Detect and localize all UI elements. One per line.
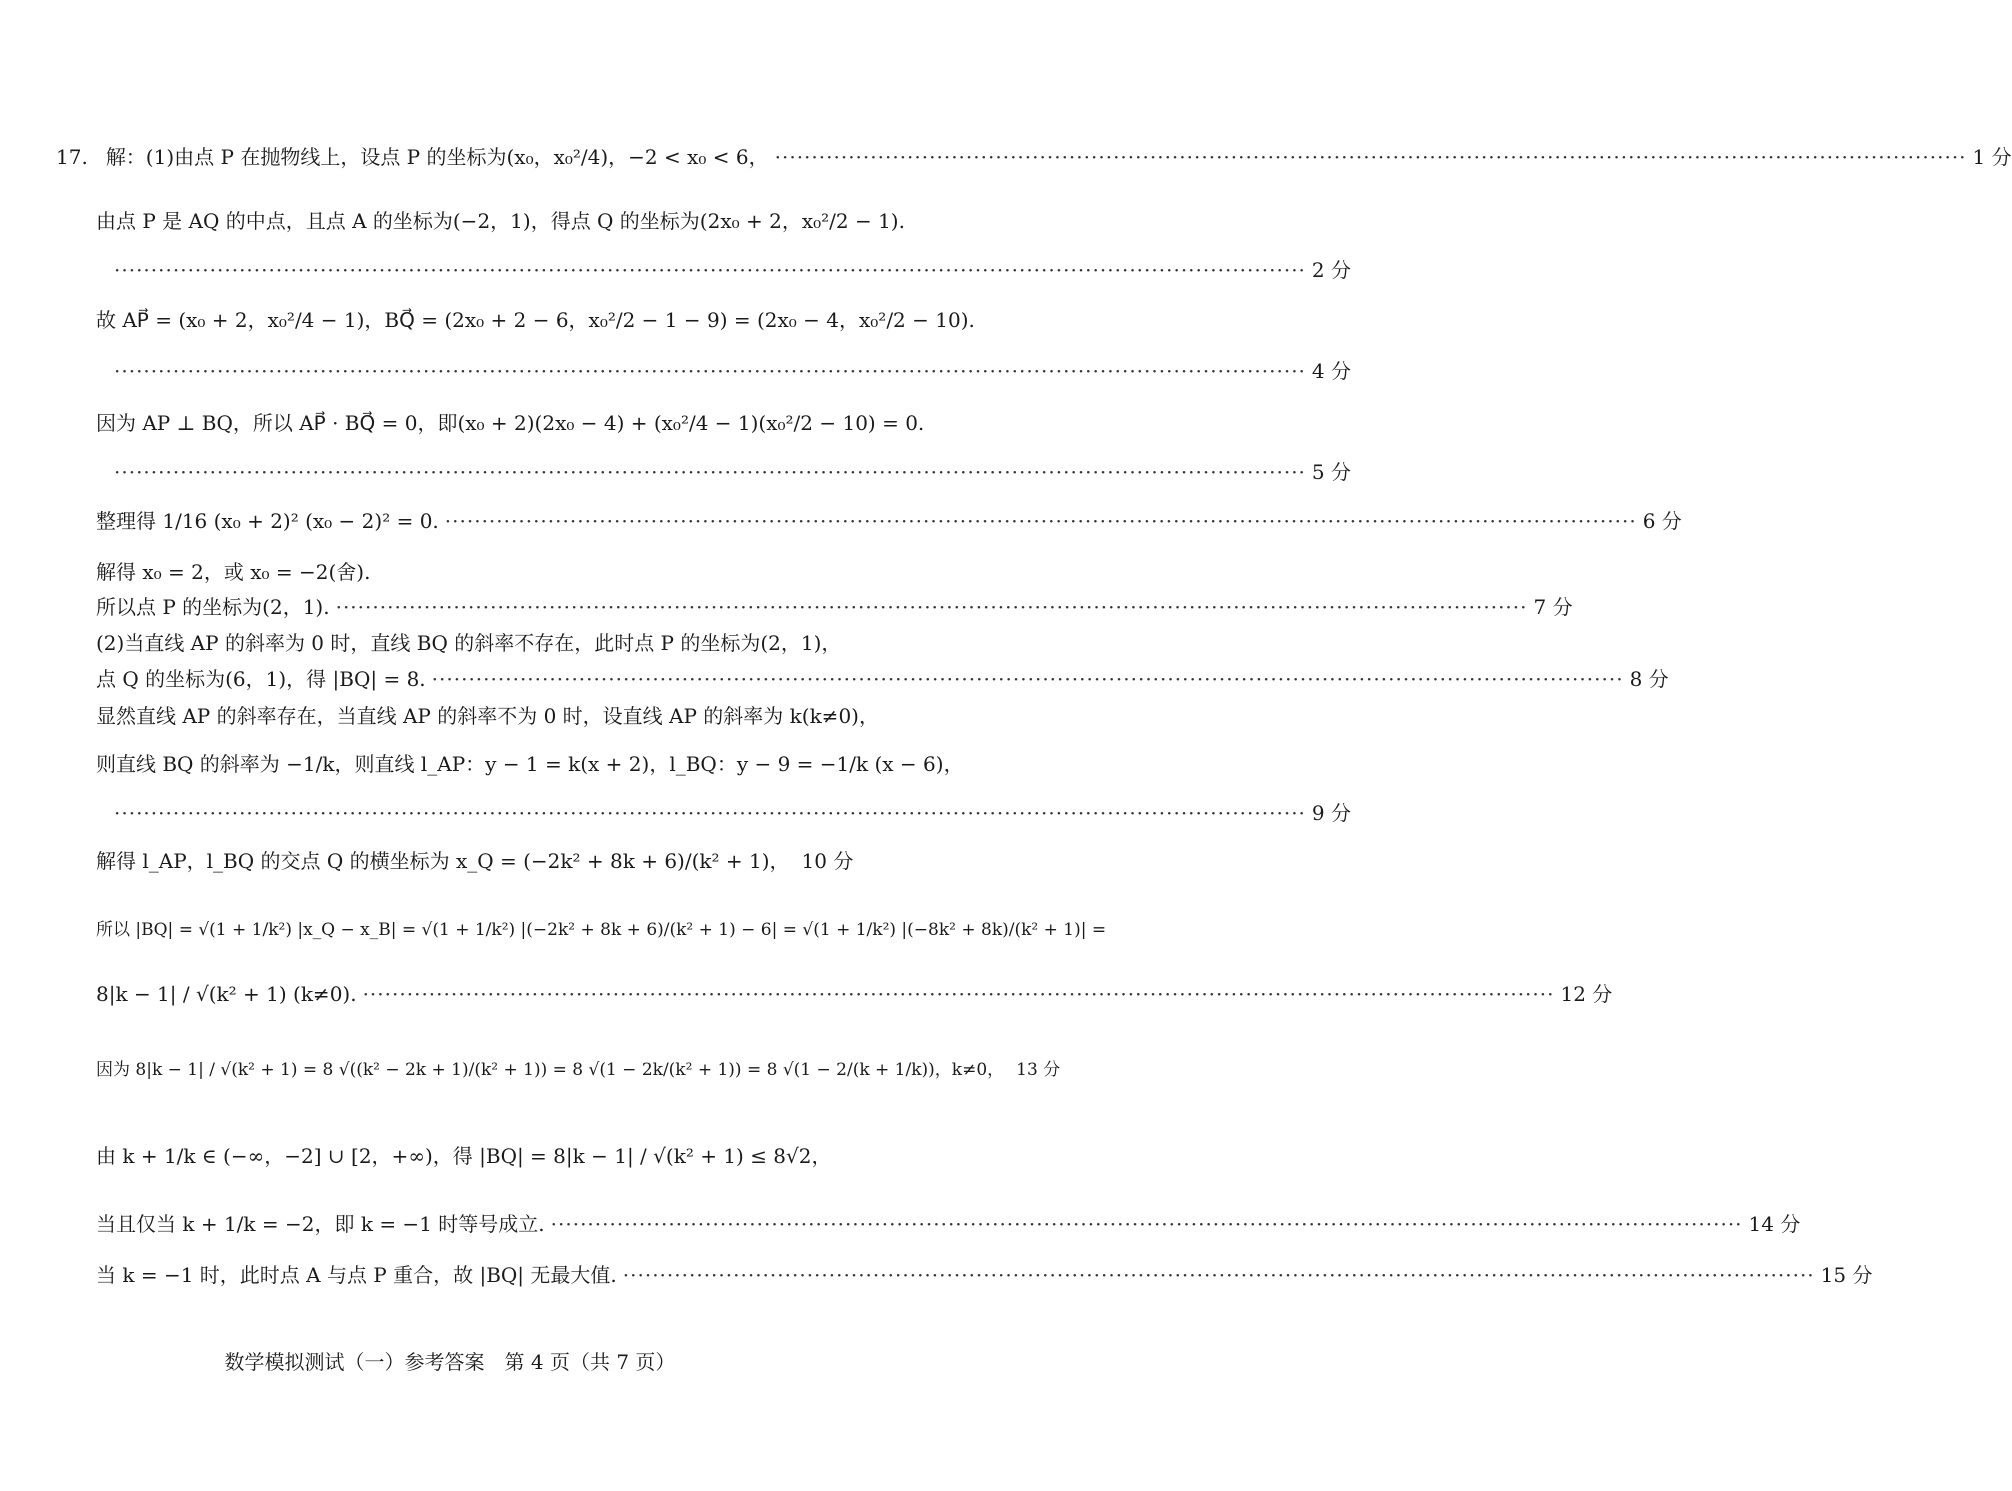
score-label: 10 分 <box>801 849 854 873</box>
score-label: 5 分 <box>1311 460 1351 484</box>
solution-line-6 <box>96 409 925 437</box>
score-label: 2 分 <box>1311 258 1351 282</box>
score-label: 13 分 <box>1016 1060 1061 1080</box>
solution-line-14 <box>96 750 964 778</box>
score-label: 14 分 <box>1748 1212 1801 1236</box>
solution-line-7 <box>108 458 1351 486</box>
solution-line-13 <box>96 702 879 730</box>
score-label: 4 分 <box>1311 359 1351 383</box>
solution-line-9 <box>96 558 844 586</box>
score-label: 1 分 <box>1972 145 2012 169</box>
solution-text: 所以 |BQ| = √(1 + 1/k²) |x_Q − x_B| = √(1 + 1/k²) |(−2k² + 8k + 6)/(k² + 1) − 6| = √(1 + 1/k²) |(−8k² + 8k)/(k² + 1)| = <box>96 920 1107 940</box>
solution-text: 当且仅当 k + 1/k = −2，即 k = −1 时等号成立. <box>96 1212 545 1236</box>
solution-line-5 <box>108 357 1351 385</box>
score-label: 12 分 <box>1560 982 1613 1006</box>
solution-text: 点 Q 的坐标为(6，1)，得 |BQ| = 8. <box>96 667 426 691</box>
solution-text: 所以点 P 的坐标为(2，1). <box>96 595 330 619</box>
dot-leader <box>432 665 1624 693</box>
solution-text: 因为 AP ⊥ BQ，所以 AP⃗ · BQ⃗ = 0，即(x₀ + 2)(2x₀ − 4) + (x₀²/4 − 1)(x₀²/2 − 10) = 0. <box>96 411 925 435</box>
dot-leader <box>623 1261 1815 1289</box>
solution-text: 由 k + 1/k ∈ (−∞，−2] ∪ [2，+∞)，得 |BQ| = 8|k − 1| / √(k² + 1) ≤ 8√2， <box>96 1144 832 1168</box>
score-label: 15 分 <box>1820 1263 1873 1287</box>
score-label: 7 分 <box>1533 595 1573 619</box>
dot-leader <box>336 593 1528 621</box>
dot-leader <box>551 1210 1743 1238</box>
problem-number: 17. <box>56 145 88 169</box>
solution-line-4 <box>96 306 975 334</box>
solution-line-8 <box>96 507 1682 535</box>
solution-line-21 <box>96 1210 1801 1238</box>
solution-line-18 <box>96 980 1613 1008</box>
solution-line-20 <box>96 1142 844 1170</box>
dot-leader <box>114 458 1306 486</box>
score-label: 6 分 <box>1642 509 1682 533</box>
solution-line-19 <box>96 1056 1061 1084</box>
solution-line-1 <box>56 143 2012 171</box>
solution-line-16 <box>96 847 854 875</box>
solution-text: 当 k = −1 时，此时点 A 与点 P 重合，故 |BQ| 无最大值. <box>96 1263 617 1287</box>
solution-text: 则直线 BQ 的斜率为 −1/k，则直线 l_AP：y − 1 = k(x + 2)，l_BQ：y − 9 = −1/k (x − 6)， <box>96 752 964 776</box>
solution-text: 8|k − 1| / √(k² + 1) (k≠0). <box>96 982 357 1006</box>
solution-text: 整理得 1/16 (x₀ + 2)² (x₀ − 2)² = 0. <box>96 509 439 533</box>
solution-text: 显然直线 AP 的斜率存在，当直线 AP 的斜率不为 0 时，设直线 AP 的斜率为 k(k≠0)， <box>96 704 879 728</box>
page-footer: 数学模拟测试（一）参考答案 第 4 页（共 7 页） <box>224 1350 676 1374</box>
solution-text: 解：(1)由点 P 在抛物线上，设点 P 的坐标为(x₀，x₀²/4)，−2 < x₀ < 6， <box>105 145 769 169</box>
dot-leader <box>114 256 1306 284</box>
score-label: 9 分 <box>1311 801 1351 825</box>
solution-line-11 <box>96 629 844 657</box>
dot-leader <box>114 357 1306 385</box>
score-label: 8 分 <box>1629 667 1669 691</box>
solution-text: 解得 x₀ = 2，或 x₀ = −2(舍). <box>96 560 371 584</box>
solution-text: 因为 8|k − 1| / √(k² + 1) = 8 √((k² − 2k + 1)/(k² + 1)) = 8 √(1 − 2k/(k² + 1)) = 8 √(1 − 2/(k + 1/k))，k≠0， <box>96 1060 1005 1080</box>
dot-leader <box>114 799 1306 827</box>
solution-text: 解得 l_AP，l_BQ 的交点 Q 的横坐标为 x_Q = (−2k² + 8k + 6)/(k² + 1)， <box>96 849 790 873</box>
solution-text: 由点 P 是 AQ 的中点，且点 A 的坐标为(−2，1)，得点 Q 的坐标为(2x₀ + 2，x₀²/2 − 1). <box>96 209 905 233</box>
solution-text: 故 AP⃗ = (x₀ + 2，x₀²/4 − 1)，BQ⃗ = (2x₀ + 2 − 6，x₀²/2 − 1 − 9) = (2x₀ − 4，x₀²/2 − 10). <box>96 308 975 332</box>
solution-line-2 <box>96 207 905 235</box>
solution-line-15 <box>108 799 1351 827</box>
dot-leader <box>445 507 1637 535</box>
dot-leader <box>775 143 1967 171</box>
solution-text: (2)当直线 AP 的斜率为 0 时，直线 BQ 的斜率不存在，此时点 P 的坐标为(2，1)， <box>96 631 842 655</box>
solution-line-17 <box>96 916 1107 944</box>
solution-line-22 <box>96 1261 1873 1289</box>
solution-line-3 <box>108 256 1351 284</box>
solution-line-10 <box>96 593 1573 621</box>
solution-line-12 <box>96 665 1669 693</box>
dot-leader <box>363 980 1555 1008</box>
